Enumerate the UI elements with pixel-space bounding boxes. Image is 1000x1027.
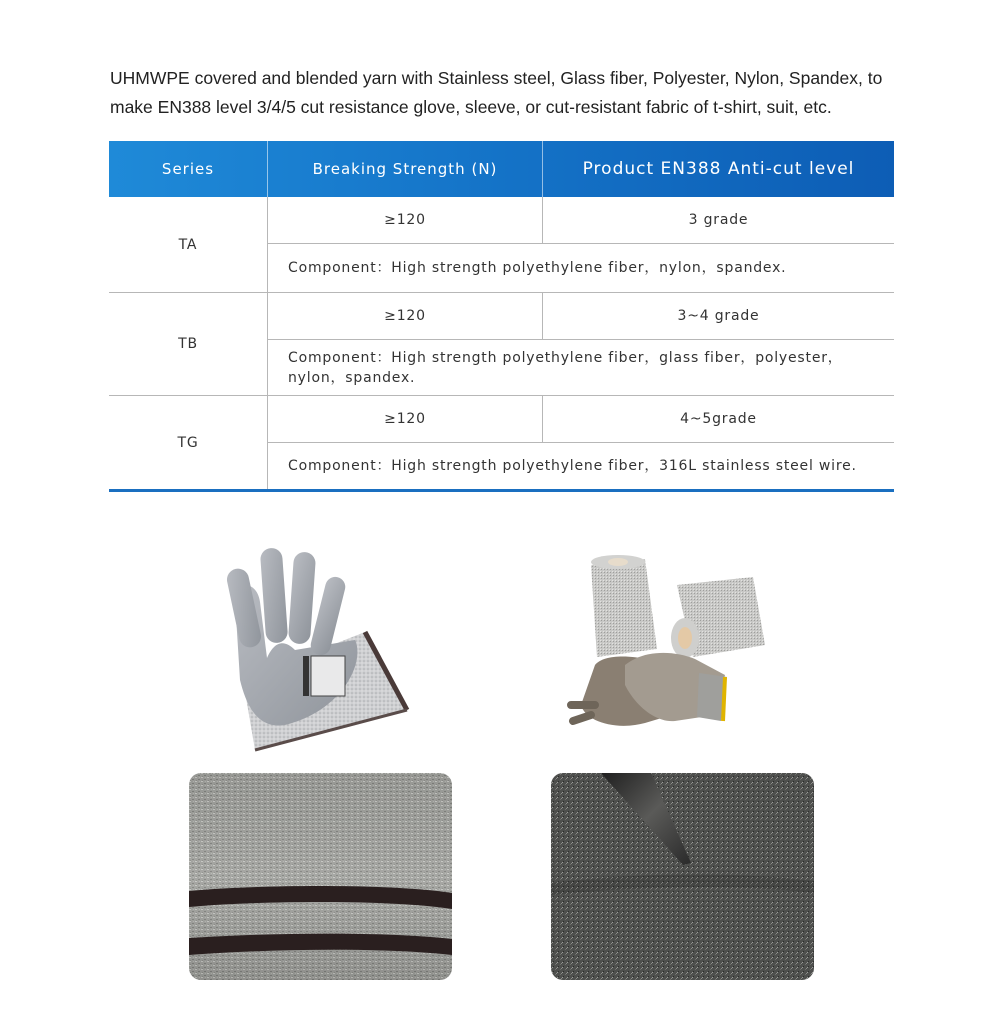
light-fabric-swatch-photo xyxy=(189,773,452,980)
level-cell: 3~4 grade xyxy=(543,293,895,340)
strength-cell: ≥120 xyxy=(268,396,543,443)
table-row xyxy=(109,197,894,244)
header-breaking-strength: Breaking Strength (N) xyxy=(268,141,543,197)
series-cell: TB xyxy=(109,293,268,396)
level-cell: 3 grade xyxy=(543,197,895,244)
strength-cell: ≥120 xyxy=(268,197,543,244)
glove-photo xyxy=(215,540,425,755)
header-anti-cut-level: Product EN388 Anti-cut level xyxy=(543,141,895,197)
series-cell: TA xyxy=(109,197,268,293)
intro-text: UHMWPE covered and blended yarn with Stainless steel, Glass fiber, Polyester, Nylon, Spandex, to make EN388 level 3/4/5 cut resistance glove, sleeve, or cut-resistant fabric of t-shirt, suit, etc. xyxy=(110,67,883,117)
strength-cell: ≥120 xyxy=(268,293,543,340)
table-row xyxy=(109,396,894,443)
table-row xyxy=(109,293,894,340)
spec-table xyxy=(109,141,894,492)
level-cell: 4~5grade xyxy=(543,396,895,443)
component-cell: Component：High strength polyethylene fiber，316L stainless steel wire. xyxy=(268,443,895,491)
dark-fabric-with-blade-photo xyxy=(551,773,814,980)
table-header-row xyxy=(109,141,894,197)
component-cell: Component：High strength polyethylene fiber，nylon，spandex. xyxy=(268,244,895,293)
yarn-and-gloves-photo xyxy=(565,545,775,750)
header-series: Series xyxy=(161,160,215,178)
series-cell: TG xyxy=(109,396,268,491)
component-cell: Component：High strength polyethylene fiber，glass fiber，polyester，nylon，spandex. xyxy=(268,340,895,396)
